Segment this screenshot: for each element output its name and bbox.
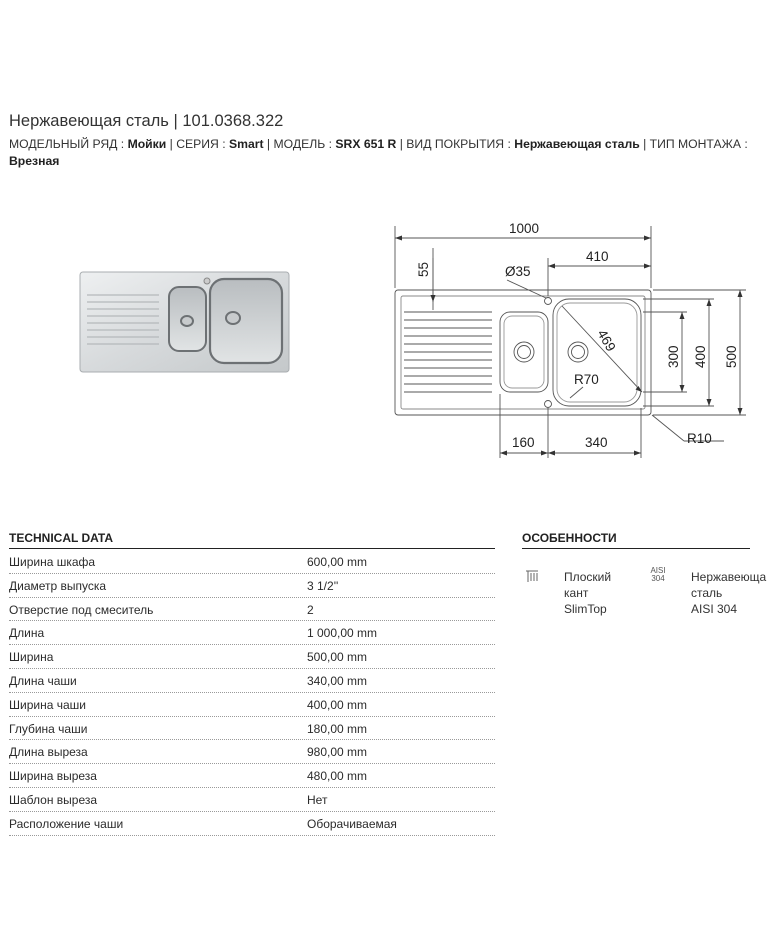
table-row — [9, 550, 495, 574]
feature-line: SlimTop — [564, 602, 607, 616]
row-value: Оборачиваемая — [307, 816, 397, 831]
row-key: Ширина выреза — [9, 769, 97, 784]
dim-small-bowl-label: 160 — [512, 435, 535, 450]
row-key: Шаблон выреза — [9, 792, 98, 807]
aisi-icon-number: 304 — [651, 574, 665, 583]
row-key: Диаметр выпуска — [9, 578, 107, 593]
feature-line: сталь — [691, 586, 723, 600]
series-label: МОДЕЛЬНЫЙ РЯД : — [9, 137, 125, 151]
dim-top-label: 55 — [416, 261, 431, 277]
feature-line: Плоский — [564, 570, 612, 584]
feature-line: кант — [564, 586, 589, 600]
row-key: Расположение чаши — [9, 816, 124, 831]
row-value: 980,00 mm — [307, 745, 368, 760]
dim-corner-radius-label: R10 — [687, 431, 712, 446]
row-value: 480,00 mm — [307, 769, 368, 784]
row-key: Ширина чаши — [9, 697, 86, 712]
dim-offset-label: 410 — [586, 249, 609, 264]
aisi-icon-text: AISI — [650, 566, 666, 575]
feature-line: Нержавеюща — [691, 570, 767, 584]
feature-stainless — [691, 569, 766, 617]
dim-radius-label: R70 — [574, 372, 599, 387]
row-value: 500,00 mm — [307, 650, 368, 665]
row-key: Длина — [9, 626, 45, 641]
dim-hole-label: Ø35 — [505, 264, 531, 279]
row-key: Ширина шкафа — [9, 555, 96, 569]
row-key: Глубина чаши — [9, 721, 88, 736]
row-key: Отверстие под смеситель — [9, 602, 154, 617]
type-label: | ТИП МОНТАЖА : — [643, 137, 748, 151]
dim-diagonal-label: 469 — [594, 327, 619, 355]
dim-big-bowl-label: 340 — [585, 435, 608, 450]
sink-photo — [79, 271, 290, 373]
dim-width-label: 500 — [724, 345, 739, 368]
dim-bowl-height-label: 300 — [666, 345, 681, 368]
table-row — [9, 788, 495, 812]
row-value: Нет — [307, 792, 328, 807]
table-row — [9, 764, 495, 788]
row-value: 340,00 mm — [307, 673, 368, 688]
row-value: 3 1/2'' — [307, 578, 339, 593]
table-row — [9, 621, 495, 645]
feature-flat-edge — [564, 569, 611, 617]
row-value: 1 000,00 mm — [307, 626, 378, 641]
row-key: Длина чаши — [9, 673, 77, 688]
table-row — [9, 717, 495, 741]
finish-value: Нержавеющая сталь — [514, 137, 640, 151]
page-title: Нержавеющая сталь | 101.0368.322 — [9, 112, 284, 130]
collection-value: Smart — [228, 137, 264, 151]
table-row — [9, 645, 495, 669]
technical-data-table — [9, 550, 495, 836]
product-meta — [9, 136, 749, 170]
table-row — [9, 669, 495, 693]
table-row — [9, 598, 495, 622]
table-row — [9, 693, 495, 717]
row-value: 400,00 mm — [307, 697, 368, 712]
table-row — [9, 740, 495, 764]
row-key: Длина выреза — [9, 745, 88, 760]
technical-data-header — [9, 524, 495, 549]
features-header — [522, 524, 750, 549]
flat-edge-icon — [525, 569, 539, 583]
aisi-304-icon — [650, 567, 666, 583]
technical-data-heading: TECHNICAL DATA — [9, 531, 113, 545]
finish-label: | ВИД ПОКРЫТИЯ : — [399, 137, 511, 151]
model-label: | МОДЕЛЬ : — [266, 137, 332, 151]
features-heading: ОСОБЕННОСТИ — [522, 531, 617, 545]
row-value: 180,00 mm — [307, 721, 368, 736]
series-value: Мойки — [127, 137, 167, 151]
dim-length-label: 1000 — [509, 221, 540, 236]
model-value: SRX 651 R — [335, 137, 397, 151]
collection-label: | СЕРИЯ : — [169, 137, 226, 151]
table-row — [9, 574, 495, 598]
row-value: 2 — [307, 602, 314, 617]
type-value: Врезная — [9, 154, 60, 168]
row-value: 600,00 mm — [307, 555, 368, 569]
table-row — [9, 812, 495, 836]
dim-outer-height-label: 400 — [693, 345, 708, 368]
technical-drawing — [384, 212, 754, 464]
row-key: Ширина — [9, 650, 54, 665]
feature-line: AISI 304 — [691, 602, 738, 616]
